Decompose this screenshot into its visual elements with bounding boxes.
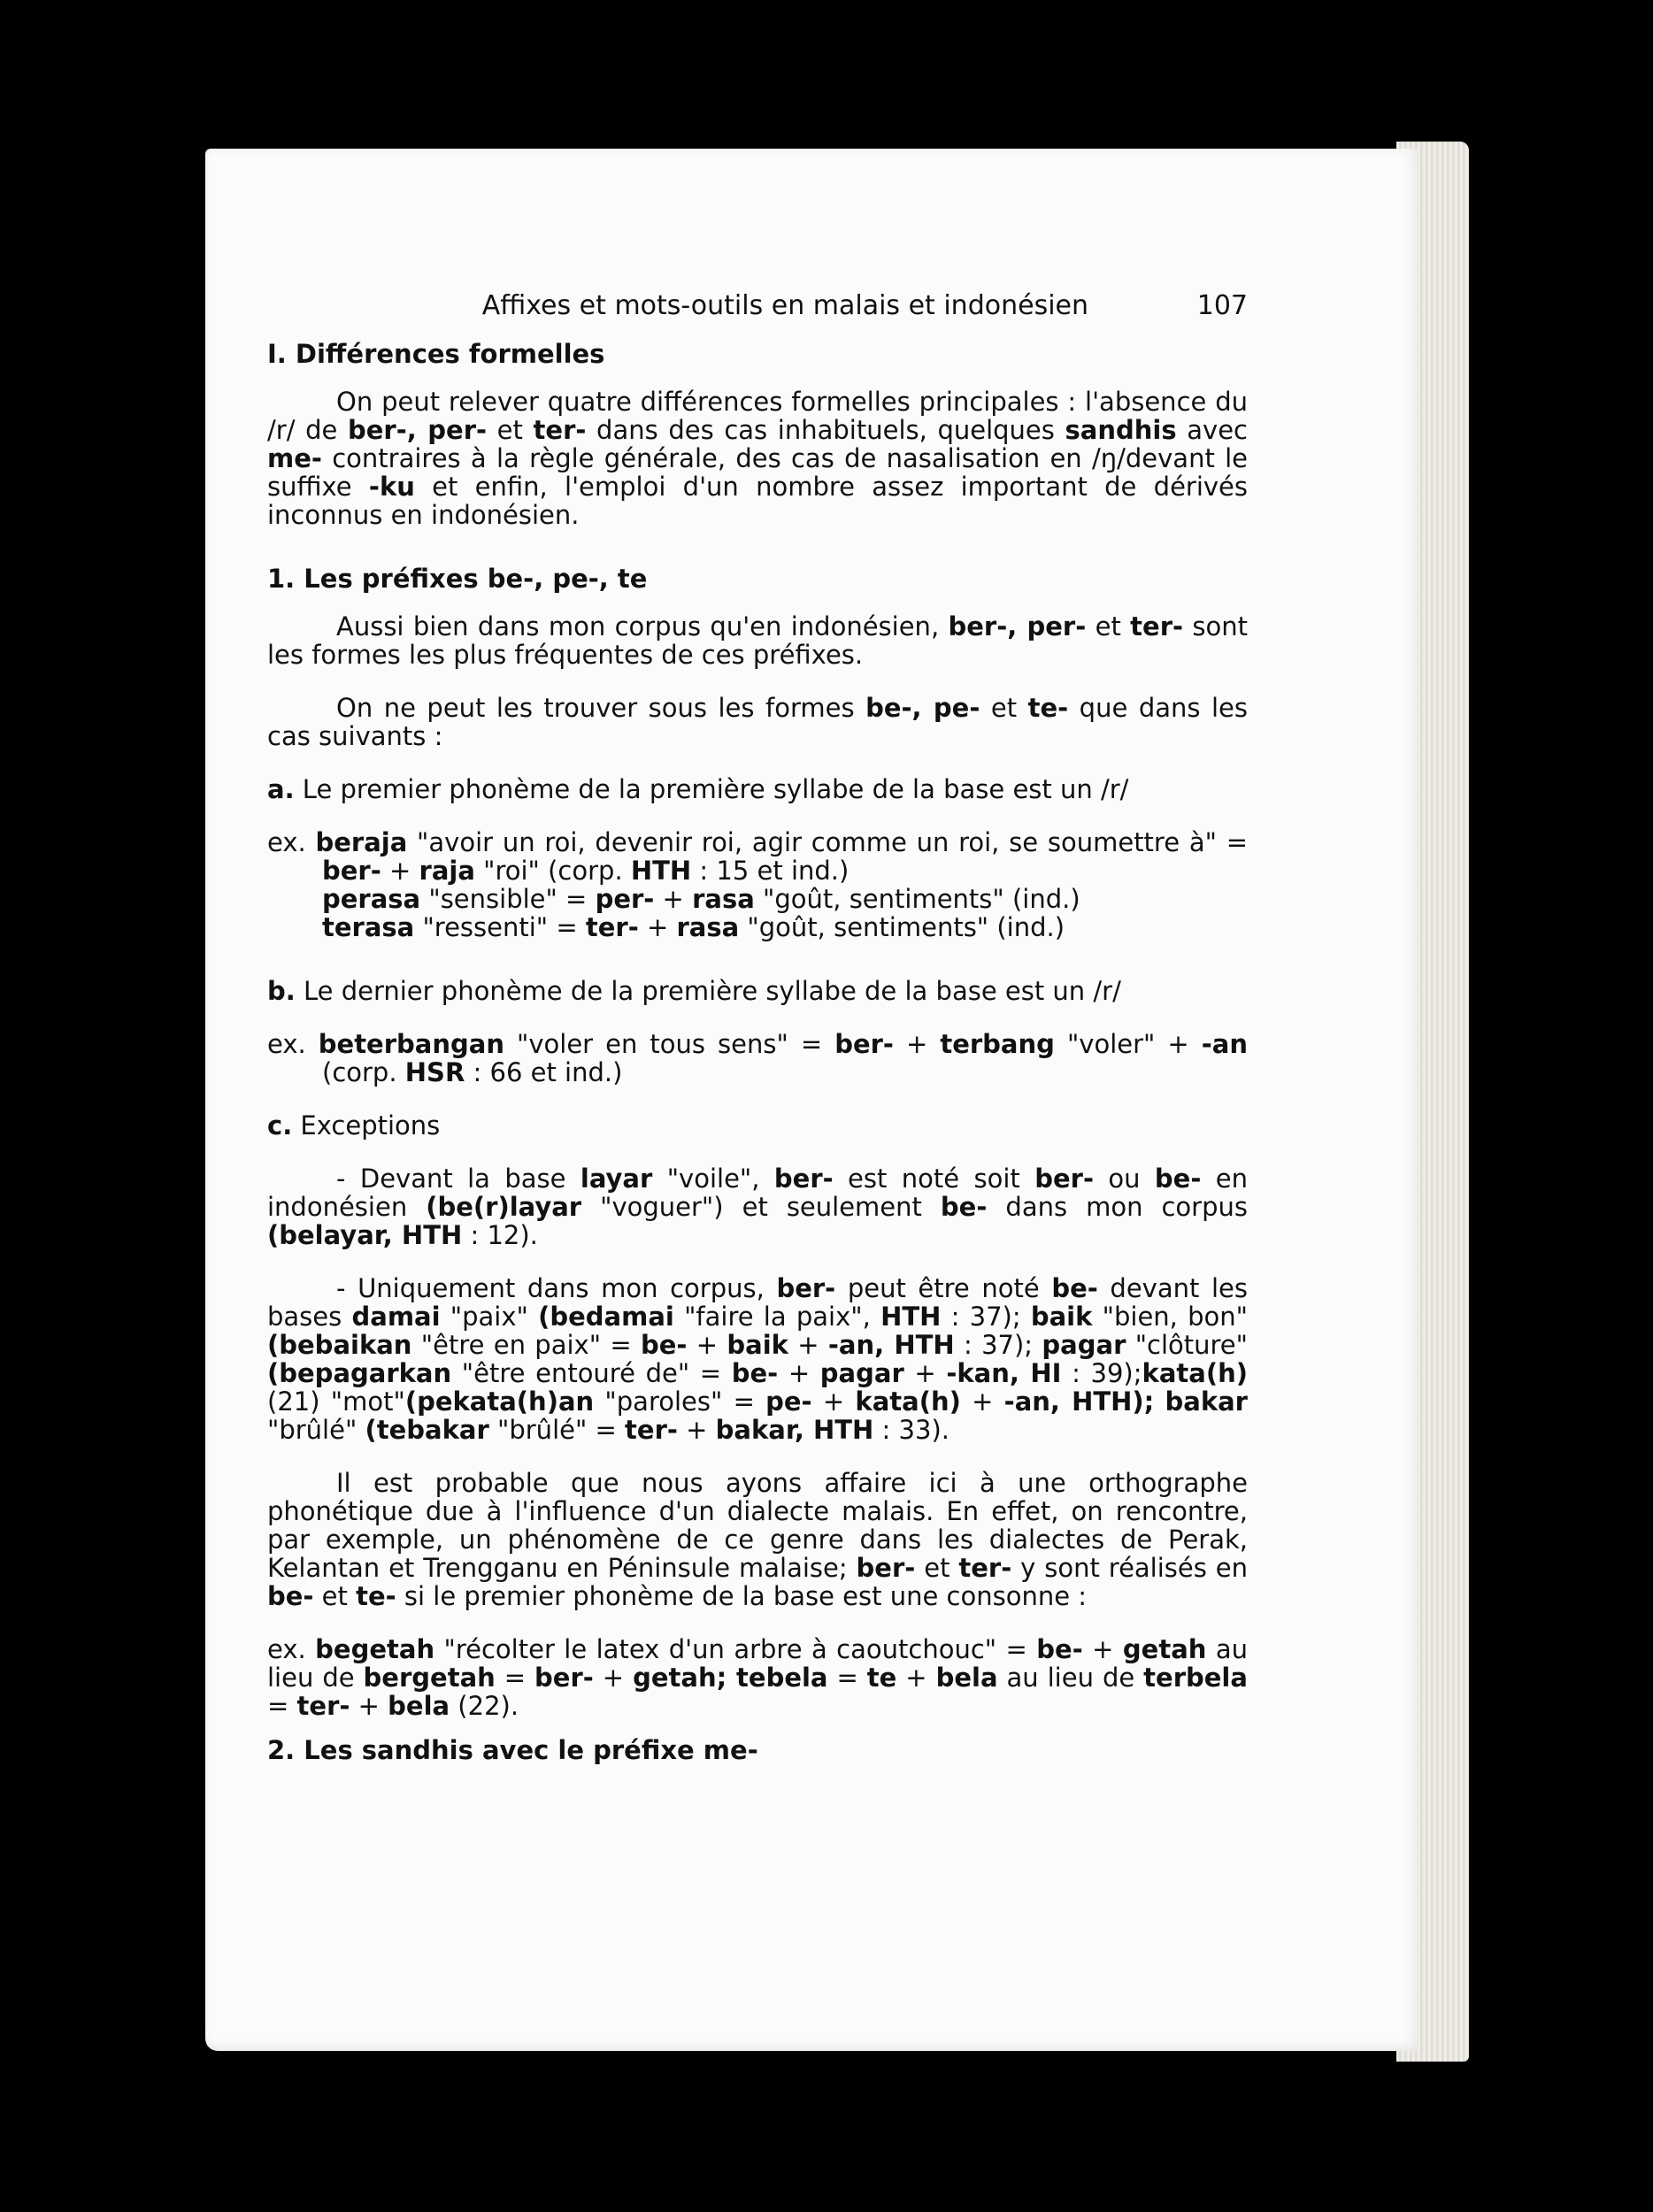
term: getah; tebela	[633, 1663, 828, 1693]
text: ex.	[267, 827, 316, 857]
text: "paroles" =	[594, 1386, 766, 1417]
text: ex.	[267, 1634, 316, 1664]
text: "sensible" =	[420, 884, 596, 914]
text: dans mon corpus	[987, 1192, 1248, 1222]
term: ber-, per-	[347, 415, 488, 445]
text: +	[593, 1663, 634, 1693]
text: est noté soit	[833, 1164, 1035, 1194]
exception-2	[267, 1274, 1248, 1444]
text: +	[638, 912, 677, 942]
term: pagar	[1042, 1330, 1126, 1360]
case-b	[267, 977, 1248, 1005]
text: "paix"	[440, 1302, 539, 1332]
text: (21) "mot"	[267, 1386, 405, 1417]
term: baik	[1030, 1302, 1093, 1332]
text: Il est probable que nous ayons affaire ici à une orthographe phonétique due à l'influence d'un dialecte malais. En effet, on rencontre, par exemple, un phénomène de ce genre dans les dialectes de Perak, Kelantan et Trengganu en Péninsule malaise;	[267, 1468, 1248, 1583]
term: be-	[640, 1330, 688, 1360]
term: ber-	[834, 1029, 894, 1059]
section-heading-1: I. Différences formelles	[267, 339, 605, 369]
term: ber-	[322, 856, 381, 886]
term: baik	[727, 1330, 788, 1360]
text: +	[687, 1330, 727, 1360]
term: (belayar, HTH	[267, 1220, 463, 1250]
term: -an, HTH	[827, 1330, 955, 1360]
example-final	[267, 1635, 1248, 1720]
text: +	[896, 1663, 936, 1693]
text: +	[893, 1029, 941, 1059]
case-label: c.	[267, 1110, 293, 1141]
text: "avoir un roi, devenir roi, agir comme un roi, se soumettre à" =	[407, 827, 1248, 857]
term: ber-	[534, 1663, 594, 1693]
term: te-	[356, 1581, 396, 1611]
text: Le premier phonème de la première syllabe de la base est un /r/	[294, 774, 1129, 804]
example-a	[267, 828, 1248, 941]
text: que dans les cas suivants :	[267, 693, 1248, 751]
text: : 15 et ind.)	[691, 856, 850, 886]
term: ter-	[958, 1553, 1012, 1583]
text: +	[654, 884, 693, 914]
term: (bebaikan	[267, 1330, 412, 1360]
term: me-	[267, 443, 322, 473]
page-number: 107	[1196, 290, 1248, 321]
running-title: Affixes et mots-outils en malais et indonésien	[481, 290, 1089, 321]
term: kata(h)	[855, 1386, 961, 1417]
text: "goût, sentiments" (ind.)	[739, 912, 1065, 942]
term: be-	[731, 1358, 779, 1388]
term: be-	[940, 1192, 988, 1222]
term: terbang	[940, 1029, 1055, 1059]
paragraph-cases	[267, 694, 1248, 750]
term: ter-	[296, 1691, 350, 1721]
term: sandhis	[1065, 415, 1177, 445]
term: -ku	[368, 472, 415, 502]
term: rasa	[692, 884, 755, 914]
text: "récolter le latex d'un arbre à caoutchouc" =	[434, 1634, 1037, 1664]
text: : 39);	[1061, 1358, 1142, 1388]
term: terbela	[1143, 1663, 1248, 1693]
text: et enfin, l'emploi d'un nombre assez important de dérivés inconnus en indonésien.	[267, 472, 1248, 530]
text: : 33).	[873, 1415, 950, 1445]
text: - Devant la base	[336, 1164, 580, 1194]
paragraph-forms	[267, 612, 1248, 669]
text: et	[980, 693, 1028, 723]
text: "voler en tous sens" =	[504, 1029, 835, 1059]
text: avec	[1176, 415, 1248, 445]
text: : 12).	[462, 1220, 538, 1250]
text: si le premier phonème de la base est une consonne :	[396, 1581, 1088, 1611]
term: ber-	[856, 1553, 916, 1583]
text: : 37);	[954, 1330, 1042, 1360]
term: bela	[388, 1691, 450, 1721]
term: (tebakar	[365, 1415, 489, 1445]
text: "faire la paix",	[673, 1302, 881, 1332]
term: ber-	[1034, 1164, 1094, 1194]
case-c	[267, 1111, 1248, 1140]
term: per-	[595, 884, 655, 914]
case-a	[267, 775, 1248, 803]
term: beterbangan	[318, 1029, 504, 1059]
term: pe-	[765, 1386, 812, 1417]
section-heading-3: 2. Les sandhis avec le préfixe me-	[267, 1735, 758, 1765]
term: (bepagarkan	[267, 1358, 452, 1388]
text: : 66 et ind.)	[465, 1057, 623, 1087]
term: te-	[1027, 693, 1069, 723]
text: =	[495, 1663, 535, 1693]
text: "ressenti" =	[414, 912, 586, 942]
text: =	[827, 1663, 867, 1693]
page-content	[267, 292, 1248, 1784]
term: kata(h)	[1142, 1358, 1248, 1388]
text: - Uniquement dans mon corpus,	[336, 1273, 777, 1303]
text: "être entouré de" =	[451, 1358, 732, 1388]
text: "brûlé" =	[488, 1415, 626, 1445]
text: "être en paix" =	[411, 1330, 641, 1360]
term: ber-	[776, 1273, 836, 1303]
text: y sont réalisés en	[1011, 1553, 1248, 1583]
term: layar	[580, 1164, 653, 1194]
section-heading-2: 1. Les préfixes be-, pe-, te	[267, 564, 648, 594]
text: et	[915, 1553, 959, 1583]
term: -an, HTH);	[1003, 1386, 1155, 1417]
text: +	[677, 1415, 716, 1445]
term: be-	[1051, 1273, 1098, 1303]
term: rasa	[676, 912, 740, 942]
example-b	[267, 1030, 1248, 1087]
text: (corp.	[322, 1057, 405, 1087]
term: pagar	[819, 1358, 904, 1388]
text: ex.	[267, 1029, 319, 1059]
term: getah	[1122, 1634, 1207, 1664]
text: +	[811, 1386, 856, 1417]
text: "roi" (corp.	[474, 856, 631, 886]
text: "bien, bon"	[1092, 1302, 1248, 1332]
case-label: a.	[267, 774, 295, 804]
text: "goût, sentiments" (ind.)	[754, 884, 1080, 914]
text: ou	[1093, 1164, 1155, 1194]
term: bergetah	[363, 1663, 496, 1693]
text: : 37);	[941, 1302, 1031, 1332]
term: (pekata(h)an	[404, 1386, 595, 1417]
term: -kan, HI	[946, 1358, 1062, 1388]
text: Exceptions	[292, 1110, 441, 1141]
term: beraja	[315, 827, 408, 857]
text: +	[960, 1386, 1004, 1417]
text: +	[1082, 1634, 1123, 1664]
text: Le dernier phonème de la première syllabe de la base est un /r/	[295, 976, 1121, 1006]
text: et	[487, 415, 534, 445]
exception-1	[267, 1164, 1248, 1249]
text: On ne peut les trouver sous les formes	[336, 693, 866, 723]
page-header	[267, 292, 1248, 320]
paragraph-dialect	[267, 1469, 1248, 1610]
term: HTH	[880, 1302, 942, 1332]
term: (be(r)layar	[426, 1192, 582, 1222]
term: HSR	[404, 1057, 465, 1087]
term: begetah	[315, 1634, 435, 1664]
term: raja	[419, 856, 475, 886]
term: bela	[935, 1663, 998, 1693]
text: "voler" +	[1054, 1029, 1202, 1059]
text: devant les bases	[267, 1273, 1248, 1332]
text: (22).	[450, 1691, 519, 1721]
text: contraires à la règle générale, des cas de nasalisation en /ŋ/devant le suffixe	[267, 443, 1248, 502]
text: +	[778, 1358, 820, 1388]
term: bakar, HTH	[715, 1415, 874, 1445]
text: et	[1086, 611, 1131, 641]
text	[1154, 1386, 1165, 1417]
text: dans des cas inhabituels, quelques	[586, 415, 1065, 445]
text: au lieu de	[267, 1634, 1249, 1693]
term: terasa	[322, 912, 415, 942]
term: perasa	[322, 884, 421, 914]
text: "voguer") et seulement	[581, 1192, 941, 1222]
term: damai	[351, 1302, 441, 1332]
text: au lieu de	[997, 1663, 1144, 1693]
term: (bedamai	[538, 1302, 674, 1332]
text: "voile",	[652, 1164, 774, 1194]
text: sont les formes les plus fréquentes de ces préfixes.	[267, 611, 1248, 670]
term: ber-, per-	[948, 611, 1087, 641]
term: HTH	[630, 856, 692, 886]
text: +	[350, 1691, 388, 1721]
text: +	[903, 1358, 947, 1388]
term: be-	[1036, 1634, 1083, 1664]
term: ter-	[625, 1415, 678, 1445]
term: bakar	[1165, 1386, 1248, 1417]
text: en indonésien	[267, 1164, 1249, 1222]
case-label: b.	[267, 976, 296, 1006]
paragraph-intro	[267, 388, 1248, 529]
term: ter-	[533, 415, 587, 445]
text: =	[267, 1691, 297, 1721]
term: ter-	[585, 912, 639, 942]
text: peut être noté	[835, 1273, 1052, 1303]
term: te	[866, 1663, 897, 1693]
text: +	[788, 1330, 828, 1360]
term: ter-	[1130, 611, 1184, 641]
text: et	[313, 1581, 357, 1611]
text: "clôture"	[1126, 1330, 1248, 1360]
term: -an	[1201, 1029, 1249, 1059]
term: be-	[267, 1581, 314, 1611]
text: On peut relever quatre différences formelles principales : l'absence du /r/ de	[267, 387, 1248, 445]
text: Aussi bien dans mon corpus qu'en indonésien,	[336, 611, 949, 641]
term: ber-	[773, 1164, 834, 1194]
term: be-	[1154, 1164, 1202, 1194]
text: +	[381, 856, 419, 886]
text: "brûlé"	[267, 1415, 365, 1445]
term: be-, pe-	[865, 693, 980, 723]
